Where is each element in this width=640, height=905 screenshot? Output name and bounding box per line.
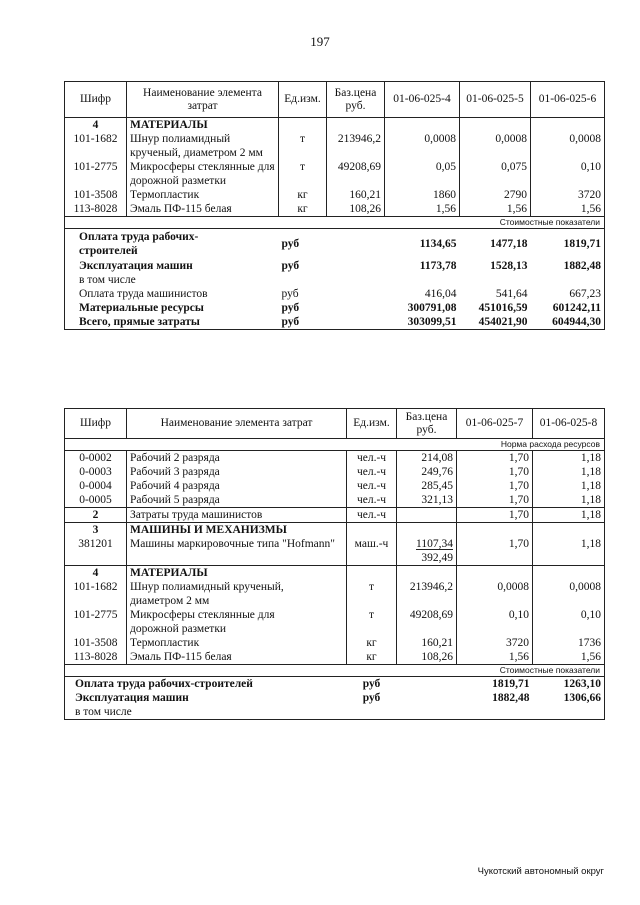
summary-label: Всего, прямые затраты: [65, 315, 279, 330]
row-value: 1,18: [533, 493, 605, 508]
row-price: 213946,2: [327, 132, 385, 160]
summary-value: 541,64: [495, 287, 528, 300]
row-value: 3720: [457, 636, 533, 650]
price-corrected: 392,49: [421, 552, 453, 564]
summary-value: 1263,10: [533, 677, 605, 692]
row-name: Эмаль ПФ-115 белая: [127, 650, 347, 665]
summary-label: в том числе: [65, 273, 279, 287]
row-code: 101-1682: [65, 580, 127, 608]
row-price: 249,76: [397, 465, 457, 479]
row-price: 213946,2: [397, 580, 457, 608]
summary-value: 1819,71: [492, 678, 530, 690]
row-value: 1,56: [385, 202, 460, 217]
summary-unit: руб: [362, 692, 381, 704]
summary-value: 1528,13: [490, 259, 528, 272]
col-header-code-1: 01-06-025-4: [385, 82, 460, 118]
section-number: 4: [65, 566, 127, 581]
summary-value: 1134,65: [419, 237, 457, 250]
row-name: Микросферы стеклянные для дорожной разметки: [127, 608, 347, 636]
row-value: 0,0008: [460, 132, 531, 160]
col-header-code-1: 01-06-025-7: [457, 409, 533, 439]
section-row: [65, 508, 605, 523]
summary-value: 1882,48: [531, 259, 605, 273]
row-name: Рабочий 5 разряда: [127, 493, 347, 508]
summary-row: [65, 705, 605, 720]
table-row: [65, 608, 605, 636]
col-header-unit: Ед.изм.: [279, 82, 327, 118]
section-number: 4: [65, 118, 127, 133]
table-row: [65, 465, 605, 479]
summary-row: [65, 315, 605, 330]
row-name: Рабочий 3 разряда: [127, 465, 347, 479]
row-code: 0-0002: [65, 451, 127, 466]
section-row: [65, 523, 605, 538]
summary-label: Оплата труда машинистов: [65, 287, 279, 301]
cost-indicators-label: Стоимостные показатели: [65, 217, 605, 229]
row-value: 2790: [460, 188, 531, 202]
table-row: [65, 580, 605, 608]
row-name: Шнур полиамидный крученый, диаметром 2 мм: [127, 580, 347, 608]
row-unit: т: [279, 160, 327, 188]
row-price: 108,26: [327, 202, 385, 217]
section-number: 2: [65, 508, 127, 523]
row-price: 285,45: [397, 479, 457, 493]
row-code: 101-2775: [65, 608, 127, 636]
summary-value: 303099,51: [385, 315, 460, 330]
table-row: [65, 636, 605, 650]
resource-table-1: [64, 81, 605, 330]
col-header-code-2: 01-06-025-5: [460, 82, 531, 118]
row-price: 49208,69: [397, 608, 457, 636]
table-row: [65, 479, 605, 493]
summary-row: [65, 691, 605, 705]
row-value: 1,70: [457, 508, 533, 523]
table-row: [65, 451, 605, 466]
row-name: Микросферы стеклянные для дорожной разметки: [127, 160, 279, 188]
row-price: 160,21: [397, 636, 457, 650]
col-header-unit: Ед.изм.: [347, 409, 397, 439]
subheader-row: [65, 217, 605, 229]
row-code: 0-0003: [65, 465, 127, 479]
row-code: 0-0004: [65, 479, 127, 493]
summary-value: 454021,90: [460, 315, 531, 330]
row-unit: чел.-ч: [347, 451, 397, 466]
summary-value: 604944,30: [531, 315, 605, 330]
row-value: 0,0008: [385, 132, 460, 160]
row-unit: чел.-ч: [347, 493, 397, 508]
section-title: Затраты труда машинистов: [127, 508, 347, 523]
row-name: Эмаль ПФ-115 белая: [127, 202, 279, 217]
table-row: [65, 537, 605, 566]
page-number: 197: [310, 34, 330, 49]
section-row: [65, 566, 605, 581]
summary-value: 1882,48: [492, 692, 530, 704]
col-header-price: Баз.цена руб.: [397, 409, 457, 439]
row-value: 1,18: [533, 451, 605, 466]
row-value: 0,0008: [531, 132, 605, 160]
summary-label: Эксплуатация машин: [65, 259, 279, 273]
row-value: 1860: [385, 188, 460, 202]
section-title: МАШИНЫ И МЕХАНИЗМЫ: [127, 523, 347, 538]
row-unit: маш.-ч: [347, 537, 397, 566]
table-row: [65, 202, 605, 217]
row-unit: чел.-ч: [347, 508, 397, 523]
row-price: [397, 537, 457, 566]
summary-value: 416,04: [424, 287, 457, 300]
row-price: 108,26: [397, 650, 457, 665]
row-value: 1,18: [533, 479, 605, 493]
row-name: Рабочий 2 разряда: [127, 451, 347, 466]
row-unit: кг: [347, 636, 397, 650]
row-value: 1,70: [457, 537, 533, 566]
col-header-name: Наименование элемента затрат: [127, 409, 347, 439]
summary-row: [65, 287, 605, 301]
col-header-code-2: 01-06-025-8: [533, 409, 605, 439]
summary-value: 1173,78: [419, 259, 457, 272]
row-value: 0,05: [385, 160, 460, 188]
row-unit: чел.-ч: [347, 465, 397, 479]
table-header-row: [65, 82, 605, 118]
summary-value: 1819,71: [531, 229, 605, 259]
subheader-row: [65, 665, 605, 677]
row-unit: т: [347, 580, 397, 608]
row-value: 0,0008: [533, 580, 605, 608]
row-price: 49208,69: [327, 160, 385, 188]
row-code: 113-8028: [65, 202, 127, 217]
row-code: 381201: [65, 537, 127, 566]
row-name: Рабочий 4 разряда: [127, 479, 347, 493]
summary-unit: руб: [281, 287, 299, 300]
row-code: 101-1682: [65, 132, 127, 160]
row-code: 113-8028: [65, 650, 127, 665]
summary-label: Оплата труда рабочих-строителей: [65, 677, 347, 692]
row-value: 1,56: [457, 650, 533, 665]
row-name: Машины маркировочные типа "Hofmann": [127, 537, 347, 566]
summary-value: 667,23: [531, 287, 605, 301]
row-code: 101-2775: [65, 160, 127, 188]
footer-region-label: Чукотский автономный округ: [477, 866, 604, 877]
table-row: [65, 493, 605, 508]
table-header-row: [65, 409, 605, 439]
row-value: 0,075: [460, 160, 531, 188]
row-value: 1,70: [457, 465, 533, 479]
col-header-code: Шифр: [65, 409, 127, 439]
row-unit: т: [347, 608, 397, 636]
row-value: 1,56: [531, 202, 605, 217]
summary-unit: руб: [281, 301, 300, 314]
col-header-name: Наименование элемента затрат: [127, 82, 279, 118]
row-name: Шнур полиамидный крученый, диаметром 2 мм: [127, 132, 279, 160]
row-value: 0,10: [533, 608, 605, 636]
row-value: 1,70: [457, 479, 533, 493]
summary-unit: руб: [279, 315, 327, 330]
summary-label: Материальные ресурсы: [65, 301, 279, 315]
section-row: [65, 118, 605, 133]
row-code: 101-3508: [65, 188, 127, 202]
row-value: 3720: [531, 188, 605, 202]
row-value: 1,70: [457, 451, 533, 466]
row-value: 1,70: [457, 493, 533, 508]
summary-row: [65, 677, 605, 692]
row-code: 0-0005: [65, 493, 127, 508]
row-value: 1,56: [533, 650, 605, 665]
row-unit: кг: [347, 650, 397, 665]
row-code: 101-3508: [65, 636, 127, 650]
summary-row: [65, 259, 605, 273]
price-struck: 1107,34: [416, 538, 453, 550]
row-value: 0,10: [531, 160, 605, 188]
resource-norm-label: Норма расхода ресурсов: [65, 439, 605, 451]
row-value: 1,18: [533, 508, 605, 523]
col-header-price: Баз.цена руб.: [327, 82, 385, 118]
row-value: 1736: [533, 636, 605, 650]
row-price: 160,21: [327, 188, 385, 202]
summary-value: 1306,66: [533, 691, 605, 705]
resource-table-2: [64, 408, 605, 720]
row-price: 321,13: [397, 493, 457, 508]
summary-label: Оплата труда рабочих-строителей: [65, 229, 279, 259]
section-number: 3: [65, 523, 127, 538]
summary-value: 300791,08: [407, 301, 457, 314]
table-row: [65, 188, 605, 202]
subheader-row: [65, 439, 605, 451]
row-name: Термопластик: [127, 636, 347, 650]
summary-row: [65, 301, 605, 315]
summary-label: в том числе: [65, 705, 347, 720]
summary-unit: руб: [281, 237, 300, 250]
section-title: МАТЕРИАЛЫ: [127, 118, 279, 133]
row-unit: чел.-ч: [347, 479, 397, 493]
table-row: [65, 160, 605, 188]
row-price: 214,08: [397, 451, 457, 466]
summary-row: [65, 229, 605, 259]
cost-indicators-label: Стоимостные показатели: [65, 665, 605, 677]
row-value: 0,10: [457, 608, 533, 636]
summary-label: Эксплуатация машин: [65, 691, 347, 705]
section-title: МАТЕРИАЛЫ: [127, 566, 347, 581]
col-header-code-3: 01-06-025-6: [531, 82, 605, 118]
row-name: Термопластик: [127, 188, 279, 202]
table-row: [65, 132, 605, 160]
summary-value: 1477,18: [490, 237, 528, 250]
row-value: 1,18: [533, 537, 605, 566]
summary-row: [65, 273, 605, 287]
summary-unit: руб: [362, 678, 381, 690]
summary-value: 601242,11: [531, 301, 605, 315]
col-header-code: Шифр: [65, 82, 127, 118]
summary-unit: руб: [281, 259, 300, 272]
row-unit: кг: [279, 202, 327, 217]
row-value: 0,0008: [457, 580, 533, 608]
row-value: 1,56: [460, 202, 531, 217]
row-unit: кг: [279, 188, 327, 202]
row-unit: т: [279, 132, 327, 160]
row-value: 1,18: [533, 465, 605, 479]
table-row: [65, 650, 605, 665]
summary-value: 451016,59: [478, 301, 528, 314]
